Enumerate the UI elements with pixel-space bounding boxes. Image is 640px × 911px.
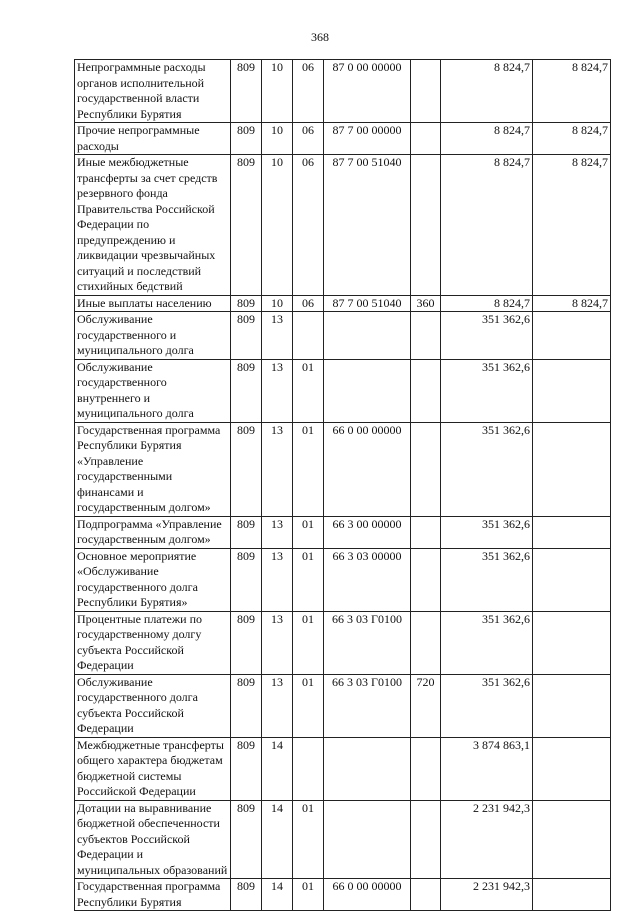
cell-section: 13	[262, 548, 293, 611]
cell-department: 809	[231, 879, 262, 911]
cell-section: 13	[262, 516, 293, 548]
cell-expense-type	[411, 800, 441, 879]
cell-expense-type	[411, 312, 441, 360]
cell-name: Обслуживание государственного и муниципального долга	[75, 312, 231, 360]
cell-name: Государственная программа Республики Бурятия «Управление государственными финансами и государственным долгом»	[75, 422, 231, 516]
cell-amount-1: 351 362,6	[441, 359, 533, 422]
cell-subsection: 01	[293, 674, 324, 737]
cell-expense-type: 720	[411, 674, 441, 737]
table-row	[75, 800, 611, 879]
table-row	[75, 548, 611, 611]
cell-section: 10	[262, 155, 293, 296]
cell-target-article: 66 3 03 Г0100	[324, 611, 411, 674]
cell-subsection: 06	[293, 155, 324, 296]
table-row	[75, 879, 611, 911]
cell-section: 13	[262, 312, 293, 360]
cell-section: 13	[262, 359, 293, 422]
cell-department: 809	[231, 674, 262, 737]
cell-expense-type	[411, 123, 441, 155]
table-row	[75, 737, 611, 800]
cell-amount-2	[533, 422, 611, 516]
cell-section: 13	[262, 422, 293, 516]
cell-subsection	[293, 737, 324, 800]
cell-amount-1: 351 362,6	[441, 516, 533, 548]
cell-amount-2: 8 824,7	[533, 60, 611, 123]
cell-section: 10	[262, 60, 293, 123]
cell-target-article: 87 7 00 51040	[324, 155, 411, 296]
cell-target-article: 66 0 00 00000	[324, 422, 411, 516]
cell-target-article: 87 0 00 00000	[324, 60, 411, 123]
cell-name: Прочие непрограммные расходы	[75, 123, 231, 155]
cell-subsection: 06	[293, 60, 324, 123]
cell-expense-type	[411, 60, 441, 123]
cell-department: 809	[231, 422, 262, 516]
cell-amount-2: 8 824,7	[533, 123, 611, 155]
cell-name: Дотации на выравнивание бюджетной обеспеченности субъектов Российской Федерации и муниципальных образований	[75, 800, 231, 879]
cell-name: Межбюджетные трансферты общего характера бюджетам бюджетной системы Российской Федерации	[75, 737, 231, 800]
cell-subsection: 01	[293, 611, 324, 674]
cell-amount-1: 351 362,6	[441, 674, 533, 737]
cell-name: Подпрограмма «Управление государственным долгом»	[75, 516, 231, 548]
cell-amount-1: 8 824,7	[441, 295, 533, 312]
cell-target-article: 87 7 00 00000	[324, 123, 411, 155]
budget-table	[74, 59, 611, 911]
cell-amount-2: 8 824,7	[533, 155, 611, 296]
cell-subsection: 01	[293, 879, 324, 911]
cell-department: 809	[231, 60, 262, 123]
cell-amount-2	[533, 800, 611, 879]
cell-amount-1: 351 362,6	[441, 611, 533, 674]
cell-amount-1: 3 874 863,1	[441, 737, 533, 800]
cell-expense-type	[411, 422, 441, 516]
page-number: 368	[311, 30, 329, 44]
cell-department: 809	[231, 548, 262, 611]
cell-subsection: 01	[293, 422, 324, 516]
table-body	[75, 60, 611, 911]
cell-target-article: 87 7 00 51040	[324, 295, 411, 312]
cell-subsection: 06	[293, 123, 324, 155]
cell-amount-2	[533, 674, 611, 737]
cell-target-article: 66 0 00 00000	[324, 879, 411, 911]
cell-amount-1: 8 824,7	[441, 155, 533, 296]
table-row	[75, 155, 611, 296]
cell-department: 809	[231, 123, 262, 155]
cell-expense-type	[411, 155, 441, 296]
cell-target-article	[324, 359, 411, 422]
cell-department: 809	[231, 800, 262, 879]
cell-name: Обслуживание государственного внутреннего и муниципального долга	[75, 359, 231, 422]
cell-name: Государственная программа Республики Бурятия	[75, 879, 231, 911]
cell-department: 809	[231, 155, 262, 296]
cell-department: 809	[231, 312, 262, 360]
cell-amount-2	[533, 737, 611, 800]
table-row	[75, 422, 611, 516]
table-row	[75, 674, 611, 737]
cell-name: Непрограммные расходы органов исполнительной государственной власти Республики Бурятия	[75, 60, 231, 123]
cell-name: Процентные платежи по государственному долгу субъекта Российской Федерации	[75, 611, 231, 674]
cell-expense-type	[411, 548, 441, 611]
cell-expense-type	[411, 611, 441, 674]
table-row	[75, 295, 611, 312]
cell-expense-type	[411, 359, 441, 422]
cell-section: 13	[262, 611, 293, 674]
cell-subsection: 01	[293, 548, 324, 611]
cell-subsection: 01	[293, 516, 324, 548]
cell-target-article	[324, 800, 411, 879]
cell-name: Обслуживание государственного долга субъекта Российской Федерации	[75, 674, 231, 737]
table-row	[75, 516, 611, 548]
cell-amount-2	[533, 359, 611, 422]
cell-department: 809	[231, 359, 262, 422]
cell-section: 14	[262, 800, 293, 879]
cell-amount-2	[533, 312, 611, 360]
cell-amount-1: 2 231 942,3	[441, 800, 533, 879]
cell-target-article: 66 3 03 00000	[324, 548, 411, 611]
cell-name: Основное мероприятие «Обслуживание государственного долга Республики Бурятия»	[75, 548, 231, 611]
cell-amount-1: 351 362,6	[441, 548, 533, 611]
cell-section: 10	[262, 123, 293, 155]
cell-department: 809	[231, 737, 262, 800]
cell-department: 809	[231, 295, 262, 312]
cell-section: 14	[262, 737, 293, 800]
cell-expense-type	[411, 737, 441, 800]
table-row	[75, 611, 611, 674]
cell-amount-1: 351 362,6	[441, 312, 533, 360]
cell-department: 809	[231, 516, 262, 548]
cell-amount-2	[533, 611, 611, 674]
cell-expense-type	[411, 879, 441, 911]
table-row	[75, 60, 611, 123]
cell-target-article	[324, 737, 411, 800]
cell-department: 809	[231, 611, 262, 674]
cell-amount-2	[533, 879, 611, 911]
cell-subsection: 01	[293, 800, 324, 879]
cell-name: Иные межбюджетные трансферты за счет средств резервного фонда Правительства Российской Федерации по предупреждению и ликвидации чрезвычайных ситуаций и последствий стихийных бедствий	[75, 155, 231, 296]
cell-subsection: 06	[293, 295, 324, 312]
cell-amount-2	[533, 516, 611, 548]
cell-amount-2: 8 824,7	[533, 295, 611, 312]
table-row	[75, 312, 611, 360]
cell-amount-1: 8 824,7	[441, 60, 533, 123]
cell-target-article: 66 3 03 Г0100	[324, 674, 411, 737]
cell-subsection	[293, 312, 324, 360]
cell-expense-type	[411, 516, 441, 548]
cell-section: 10	[262, 295, 293, 312]
table-row	[75, 123, 611, 155]
cell-name: Иные выплаты населению	[75, 295, 231, 312]
cell-target-article: 66 3 00 00000	[324, 516, 411, 548]
cell-target-article	[324, 312, 411, 360]
cell-expense-type: 360	[411, 295, 441, 312]
cell-amount-1: 8 824,7	[441, 123, 533, 155]
table-row	[75, 359, 611, 422]
cell-subsection: 01	[293, 359, 324, 422]
cell-section: 14	[262, 879, 293, 911]
cell-amount-2	[533, 548, 611, 611]
cell-section: 13	[262, 674, 293, 737]
cell-amount-1: 2 231 942,3	[441, 879, 533, 911]
cell-amount-1: 351 362,6	[441, 422, 533, 516]
